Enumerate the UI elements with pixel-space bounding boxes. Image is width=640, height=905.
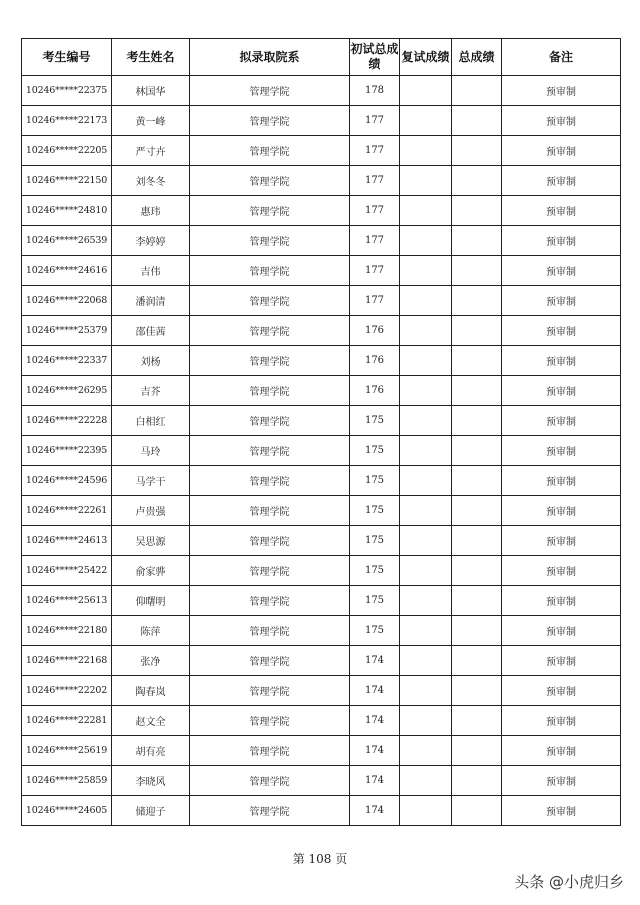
table-row xyxy=(22,646,621,676)
cell-retest-score xyxy=(400,376,452,406)
cell-candidate-id: 10246*****22375 xyxy=(22,76,112,106)
cell-candidate-name: 胡有亮 xyxy=(112,736,190,766)
cell-department: 管理学院 xyxy=(190,766,350,796)
cell-candidate-name: 张净 xyxy=(112,646,190,676)
cell-retest-score xyxy=(400,136,452,166)
cell-department: 管理学院 xyxy=(190,436,350,466)
cell-department: 管理学院 xyxy=(190,646,350,676)
header-note: 备注 xyxy=(502,39,621,76)
cell-candidate-name: 刘杨 xyxy=(112,346,190,376)
cell-candidate-name: 邵佳茜 xyxy=(112,316,190,346)
cell-note: 预审制 xyxy=(502,76,621,106)
cell-initial-score: 174 xyxy=(350,646,400,676)
cell-total-score xyxy=(452,436,502,466)
cell-department: 管理学院 xyxy=(190,226,350,256)
cell-retest-score xyxy=(400,106,452,136)
cell-note: 预审制 xyxy=(502,646,621,676)
cell-department: 管理学院 xyxy=(190,346,350,376)
cell-department: 管理学院 xyxy=(190,526,350,556)
cell-total-score xyxy=(452,286,502,316)
cell-candidate-name: 吉芥 xyxy=(112,376,190,406)
cell-candidate-id: 10246*****22261 xyxy=(22,496,112,526)
cell-candidate-id: 10246*****22150 xyxy=(22,166,112,196)
cell-candidate-id: 10246*****22202 xyxy=(22,676,112,706)
cell-note: 预审制 xyxy=(502,406,621,436)
cell-initial-score: 178 xyxy=(350,76,400,106)
cell-note: 预审制 xyxy=(502,766,621,796)
cell-total-score xyxy=(452,136,502,166)
cell-total-score xyxy=(452,196,502,226)
cell-retest-score xyxy=(400,586,452,616)
cell-candidate-id: 10246*****25619 xyxy=(22,736,112,766)
cell-total-score xyxy=(452,586,502,616)
header-department: 拟录取院系 xyxy=(190,39,350,76)
cell-candidate-name: 赵文全 xyxy=(112,706,190,736)
table-row xyxy=(22,436,621,466)
table-row xyxy=(22,766,621,796)
cell-initial-score: 177 xyxy=(350,106,400,136)
cell-department: 管理学院 xyxy=(190,676,350,706)
cell-candidate-name: 卢贵强 xyxy=(112,496,190,526)
cell-initial-score: 177 xyxy=(350,256,400,286)
cell-total-score xyxy=(452,616,502,646)
table-row xyxy=(22,106,621,136)
table-row xyxy=(22,166,621,196)
page-number: 第 108 页 xyxy=(292,852,348,866)
cell-total-score xyxy=(452,706,502,736)
cell-candidate-name: 黄一峰 xyxy=(112,106,190,136)
table-row xyxy=(22,586,621,616)
cell-candidate-name: 吴思源 xyxy=(112,526,190,556)
cell-note: 预审制 xyxy=(502,556,621,586)
cell-retest-score xyxy=(400,346,452,376)
cell-candidate-id: 10246*****26539 xyxy=(22,226,112,256)
table-row xyxy=(22,76,621,106)
cell-candidate-name: 俞家骅 xyxy=(112,556,190,586)
cell-total-score xyxy=(452,796,502,826)
cell-candidate-id: 10246*****25859 xyxy=(22,766,112,796)
cell-note: 预审制 xyxy=(502,616,621,646)
cell-retest-score xyxy=(400,526,452,556)
cell-candidate-id: 10246*****22281 xyxy=(22,706,112,736)
cell-candidate-id: 10246*****22180 xyxy=(22,616,112,646)
cell-department: 管理学院 xyxy=(190,76,350,106)
cell-department: 管理学院 xyxy=(190,406,350,436)
cell-candidate-name: 储迎子 xyxy=(112,796,190,826)
cell-note: 预审制 xyxy=(502,586,621,616)
cell-department: 管理学院 xyxy=(190,316,350,346)
cell-initial-score: 176 xyxy=(350,316,400,346)
cell-retest-score xyxy=(400,796,452,826)
cell-candidate-id: 10246*****26295 xyxy=(22,376,112,406)
table-row xyxy=(22,346,621,376)
cell-initial-score: 176 xyxy=(350,346,400,376)
cell-note: 预审制 xyxy=(502,286,621,316)
table-row xyxy=(22,736,621,766)
table-header-row xyxy=(22,39,621,76)
cell-candidate-name: 仰曙明 xyxy=(112,586,190,616)
cell-total-score xyxy=(452,736,502,766)
cell-candidate-id: 10246*****24616 xyxy=(22,256,112,286)
cell-note: 预审制 xyxy=(502,676,621,706)
cell-total-score xyxy=(452,346,502,376)
header-total-score: 总成绩 xyxy=(452,39,502,76)
cell-total-score xyxy=(452,256,502,286)
cell-note: 预审制 xyxy=(502,166,621,196)
cell-total-score xyxy=(452,76,502,106)
cell-total-score xyxy=(452,376,502,406)
cell-candidate-id: 10246*****22173 xyxy=(22,106,112,136)
header-candidate-id: 考生编号 xyxy=(22,39,112,76)
cell-candidate-name: 潘润清 xyxy=(112,286,190,316)
cell-initial-score: 177 xyxy=(350,136,400,166)
cell-department: 管理学院 xyxy=(190,496,350,526)
cell-note: 预审制 xyxy=(502,706,621,736)
table-row xyxy=(22,556,621,586)
cell-retest-score xyxy=(400,166,452,196)
admission-list-sheet xyxy=(21,38,620,826)
cell-department: 管理学院 xyxy=(190,556,350,586)
cell-initial-score: 175 xyxy=(350,466,400,496)
cell-note: 预审制 xyxy=(502,196,621,226)
cell-retest-score xyxy=(400,226,452,256)
cell-initial-score: 174 xyxy=(350,796,400,826)
cell-candidate-name: 马学干 xyxy=(112,466,190,496)
cell-note: 预审制 xyxy=(502,436,621,466)
cell-total-score xyxy=(452,106,502,136)
table-row xyxy=(22,526,621,556)
cell-retest-score xyxy=(400,466,452,496)
cell-candidate-id: 10246*****22228 xyxy=(22,406,112,436)
cell-department: 管理学院 xyxy=(190,136,350,166)
cell-candidate-name: 吉伟 xyxy=(112,256,190,286)
cell-initial-score: 175 xyxy=(350,496,400,526)
table-row xyxy=(22,466,621,496)
cell-candidate-name: 陈萍 xyxy=(112,616,190,646)
cell-candidate-name: 惠玮 xyxy=(112,196,190,226)
cell-candidate-name: 李婷婷 xyxy=(112,226,190,256)
cell-total-score xyxy=(452,226,502,256)
cell-initial-score: 176 xyxy=(350,376,400,406)
cell-candidate-id: 10246*****22205 xyxy=(22,136,112,166)
table-row xyxy=(22,796,621,826)
cell-retest-score xyxy=(400,436,452,466)
cell-initial-score: 177 xyxy=(350,286,400,316)
cell-candidate-id: 10246*****25613 xyxy=(22,586,112,616)
cell-total-score xyxy=(452,526,502,556)
cell-department: 管理学院 xyxy=(190,166,350,196)
cell-candidate-id: 10246*****24613 xyxy=(22,526,112,556)
table-row xyxy=(22,496,621,526)
cell-initial-score: 175 xyxy=(350,616,400,646)
cell-candidate-id: 10246*****22337 xyxy=(22,346,112,376)
cell-retest-score xyxy=(400,646,452,676)
cell-note: 预审制 xyxy=(502,736,621,766)
cell-note: 预审制 xyxy=(502,796,621,826)
cell-candidate-id: 10246*****25422 xyxy=(22,556,112,586)
cell-candidate-name: 马玲 xyxy=(112,436,190,466)
cell-retest-score xyxy=(400,556,452,586)
cell-note: 预审制 xyxy=(502,376,621,406)
cell-candidate-id: 10246*****22395 xyxy=(22,436,112,466)
cell-total-score xyxy=(452,556,502,586)
admission-table xyxy=(21,38,621,826)
cell-retest-score xyxy=(400,676,452,706)
table-row xyxy=(22,376,621,406)
cell-note: 预审制 xyxy=(502,256,621,286)
cell-initial-score: 174 xyxy=(350,736,400,766)
cell-candidate-id: 10246*****22168 xyxy=(22,646,112,676)
cell-total-score xyxy=(452,646,502,676)
cell-note: 预审制 xyxy=(502,466,621,496)
table-body xyxy=(22,76,621,826)
cell-retest-score xyxy=(400,406,452,436)
table-row xyxy=(22,226,621,256)
cell-candidate-id: 10246*****25379 xyxy=(22,316,112,346)
cell-department: 管理学院 xyxy=(190,586,350,616)
cell-candidate-name: 严寸卉 xyxy=(112,136,190,166)
cell-retest-score xyxy=(400,256,452,286)
cell-total-score xyxy=(452,466,502,496)
cell-candidate-name: 白相红 xyxy=(112,406,190,436)
table-row xyxy=(22,256,621,286)
cell-retest-score xyxy=(400,736,452,766)
cell-retest-score xyxy=(400,76,452,106)
cell-total-score xyxy=(452,406,502,436)
cell-department: 管理学院 xyxy=(190,196,350,226)
table-row xyxy=(22,676,621,706)
cell-note: 预审制 xyxy=(502,346,621,376)
cell-retest-score xyxy=(400,286,452,316)
cell-candidate-id: 10246*****24605 xyxy=(22,796,112,826)
cell-department: 管理学院 xyxy=(190,256,350,286)
cell-initial-score: 177 xyxy=(350,226,400,256)
cell-department: 管理学院 xyxy=(190,376,350,406)
cell-total-score xyxy=(452,166,502,196)
header-retest-score: 复试成绩 xyxy=(400,39,452,76)
cell-note: 预审制 xyxy=(502,136,621,166)
cell-initial-score: 175 xyxy=(350,526,400,556)
cell-candidate-name: 刘冬冬 xyxy=(112,166,190,196)
cell-note: 预审制 xyxy=(502,526,621,556)
cell-note: 预审制 xyxy=(502,106,621,136)
cell-note: 预审制 xyxy=(502,496,621,526)
cell-retest-score xyxy=(400,766,452,796)
cell-department: 管理学院 xyxy=(190,616,350,646)
cell-initial-score: 174 xyxy=(350,766,400,796)
cell-note: 预审制 xyxy=(502,316,621,346)
header-candidate-name: 考生姓名 xyxy=(112,39,190,76)
cell-department: 管理学院 xyxy=(190,286,350,316)
table-row xyxy=(22,706,621,736)
table-row xyxy=(22,196,621,226)
cell-retest-score xyxy=(400,496,452,526)
cell-candidate-name: 李晓风 xyxy=(112,766,190,796)
cell-initial-score: 175 xyxy=(350,436,400,466)
cell-total-score xyxy=(452,316,502,346)
cell-initial-score: 175 xyxy=(350,586,400,616)
cell-department: 管理学院 xyxy=(190,466,350,496)
cell-note: 预审制 xyxy=(502,226,621,256)
table-row xyxy=(22,406,621,436)
table-row xyxy=(22,286,621,316)
watermark: 头条 @小虎归乡 xyxy=(514,873,624,891)
cell-initial-score: 177 xyxy=(350,196,400,226)
table-row xyxy=(22,316,621,346)
cell-initial-score: 175 xyxy=(350,406,400,436)
cell-total-score xyxy=(452,676,502,706)
cell-department: 管理学院 xyxy=(190,796,350,826)
cell-initial-score: 174 xyxy=(350,706,400,736)
cell-department: 管理学院 xyxy=(190,736,350,766)
cell-retest-score xyxy=(400,316,452,346)
cell-candidate-name: 林国华 xyxy=(112,76,190,106)
cell-department: 管理学院 xyxy=(190,106,350,136)
cell-candidate-id: 10246*****24596 xyxy=(22,466,112,496)
cell-initial-score: 174 xyxy=(350,676,400,706)
cell-total-score xyxy=(452,496,502,526)
cell-initial-score: 177 xyxy=(350,166,400,196)
header-initial-score: 初试总成绩 xyxy=(350,39,400,76)
table-row xyxy=(22,136,621,166)
cell-candidate-id: 10246*****24810 xyxy=(22,196,112,226)
cell-department: 管理学院 xyxy=(190,706,350,736)
table-row xyxy=(22,616,621,646)
cell-retest-score xyxy=(400,196,452,226)
cell-retest-score xyxy=(400,706,452,736)
cell-total-score xyxy=(452,766,502,796)
cell-candidate-name: 陶春岚 xyxy=(112,676,190,706)
cell-initial-score: 175 xyxy=(350,556,400,586)
cell-retest-score xyxy=(400,616,452,646)
cell-candidate-id: 10246*****22068 xyxy=(22,286,112,316)
